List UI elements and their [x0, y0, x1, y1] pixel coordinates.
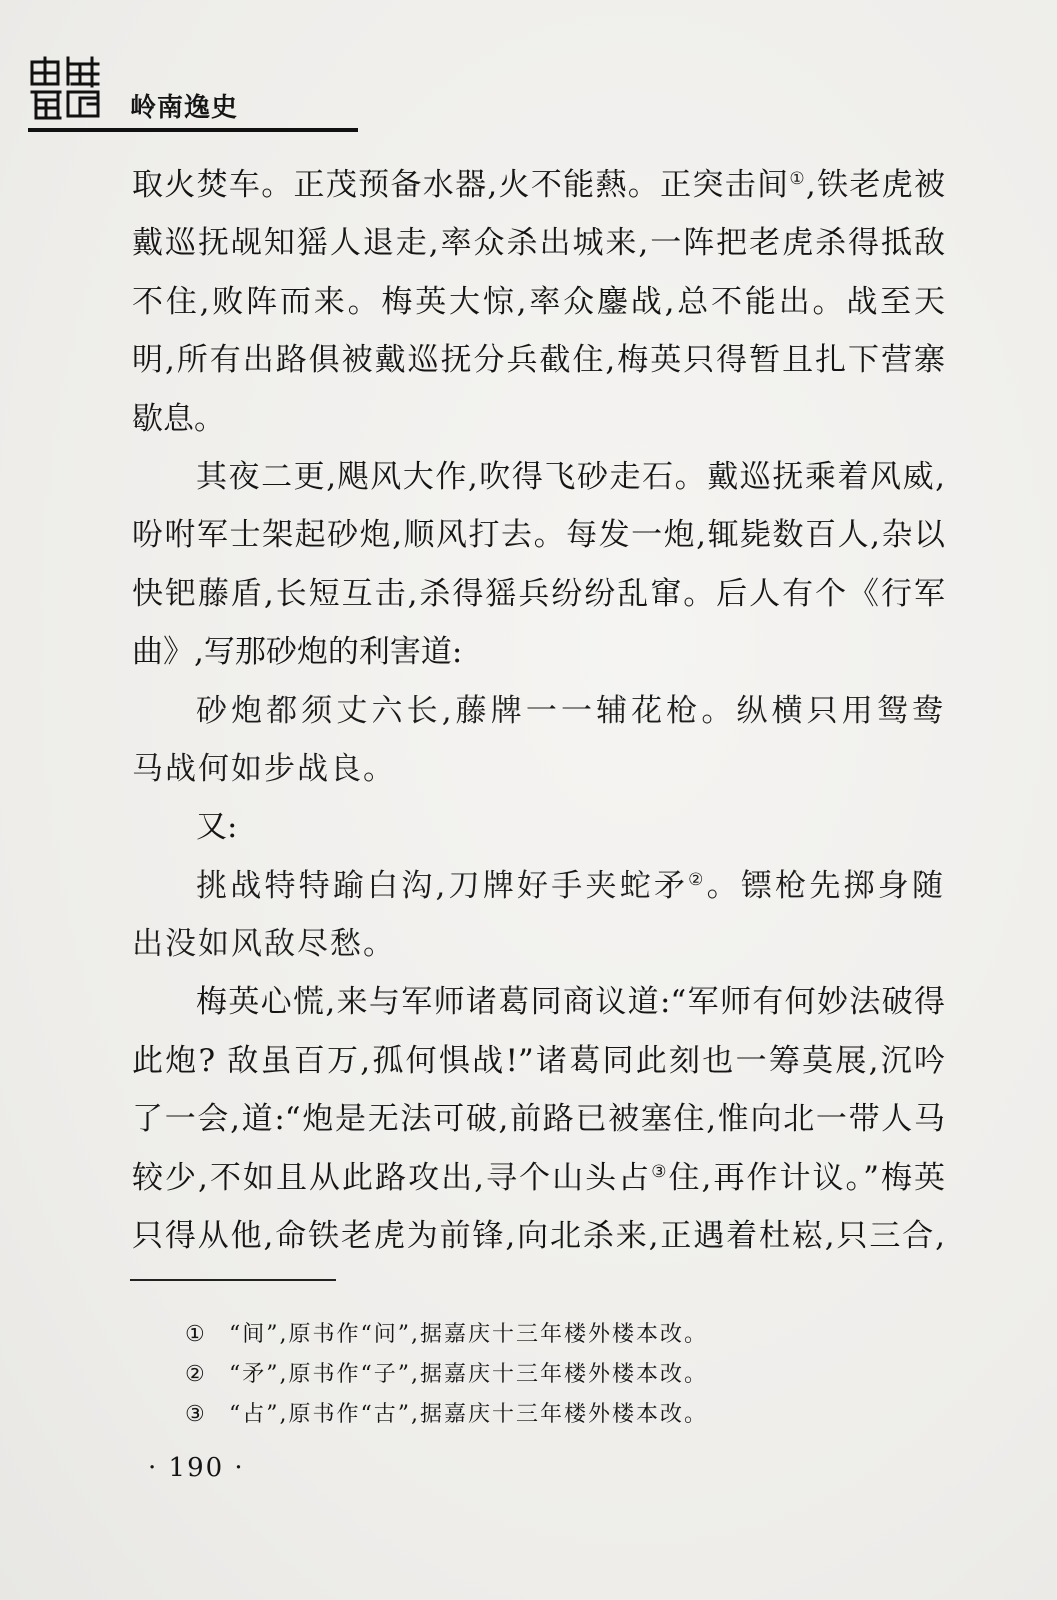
footnote-rule	[130, 1279, 336, 1281]
verse-line: 挑战特特踰白沟,刀牌好手夹蛇矛②。镖枪先掷身随	[196, 867, 945, 904]
paragraph	[132, 156, 945, 448]
text-line: 只得从他,命铁老虎为前锋,向北杀来,正遇着杜崧,只三合,	[132, 1218, 945, 1255]
text-line: 吩咐军士架起砂炮,顺风打去。每发一炮,辄毙数百人,杂以	[132, 517, 945, 554]
text-line: 明,所有出路俱被戴巡抚分兵截住,梅英只得暂且扎下营寨	[132, 342, 945, 379]
text-line: 此炮? 敌虽百万,孤何惧战!”诸葛同此刻也一筹莫展,沉吟	[132, 1042, 945, 1079]
page-number: · 190 ·	[148, 1453, 245, 1483]
text-line: 曲》,写那砂炮的利害道:	[132, 634, 463, 671]
text-line: 快钯藤盾,长短互击,杀得猺兵纷纷乱窜。后人有个《行军	[132, 575, 945, 612]
footnote-text: “间”,原书作“问”,据嘉庆十三年楼外楼本改。	[229, 1322, 708, 1347]
text-line: 梅英心慌,来与军师诸葛同商议道:“军师有何妙法破得	[196, 984, 945, 1021]
text-line: 歇息。	[132, 400, 225, 437]
footnote-text: “矛”,原书作“子”,据嘉庆十三年楼外楼本改。	[229, 1362, 708, 1387]
verse-line: 砂炮都须丈六长,藤牌一一辅花枪。纵横只用鸳鸯	[196, 692, 945, 729]
publisher-seal-logo-icon	[28, 54, 102, 122]
footnote-marker: ③	[651, 1161, 669, 1182]
footnote-number: ③	[185, 1402, 205, 1427]
paragraph	[132, 973, 945, 1265]
running-title: 岭南逸史	[130, 93, 239, 123]
verse-intro	[132, 798, 945, 856]
seal-graphic	[28, 54, 102, 122]
text-line: 戴巡抚觇知猺人退走,率众杀出城来,一阵把老虎杀得抵敌	[132, 225, 945, 262]
text-line: 又:	[196, 809, 238, 846]
footnote-marker: ①	[789, 168, 806, 189]
footnote-text: “占”,原书作“古”,据嘉庆十三年楼外楼本改。	[229, 1402, 708, 1427]
text-body	[132, 156, 945, 1265]
text-line: 了一会,道:“炮是无法可破,前路已被塞住,惟向北一带人马	[132, 1101, 945, 1138]
text-line: 其夜二更,飓风大作,吹得飞砂走石。戴巡抚乘着风威,	[196, 458, 945, 495]
text-line: 不住,败阵而来。梅英大惊,率众鏖战,总不能出。战至天	[132, 283, 945, 320]
footnotes	[185, 1315, 885, 1435]
text-line: 取火焚车。正茂预备水器,火不能爇。正突击间①,铁老虎被	[132, 167, 945, 203]
paragraph	[132, 448, 945, 682]
verse-line: 出没如风敌尽愁。	[132, 926, 396, 963]
footnote	[185, 1315, 885, 1355]
verse-block	[132, 857, 945, 974]
footnote	[185, 1355, 885, 1395]
verse-line: 马战何如步战良。	[132, 750, 396, 787]
verse-block	[132, 682, 945, 799]
text-line: 较少,不如且从此路攻出,寻个山头占③住,再作计议。”梅英	[132, 1159, 945, 1196]
footnote	[185, 1395, 885, 1435]
footnote-marker: ②	[688, 869, 707, 890]
footnote-number: ②	[185, 1362, 205, 1387]
footnote-number: ①	[185, 1322, 205, 1347]
header-rule	[28, 128, 358, 132]
